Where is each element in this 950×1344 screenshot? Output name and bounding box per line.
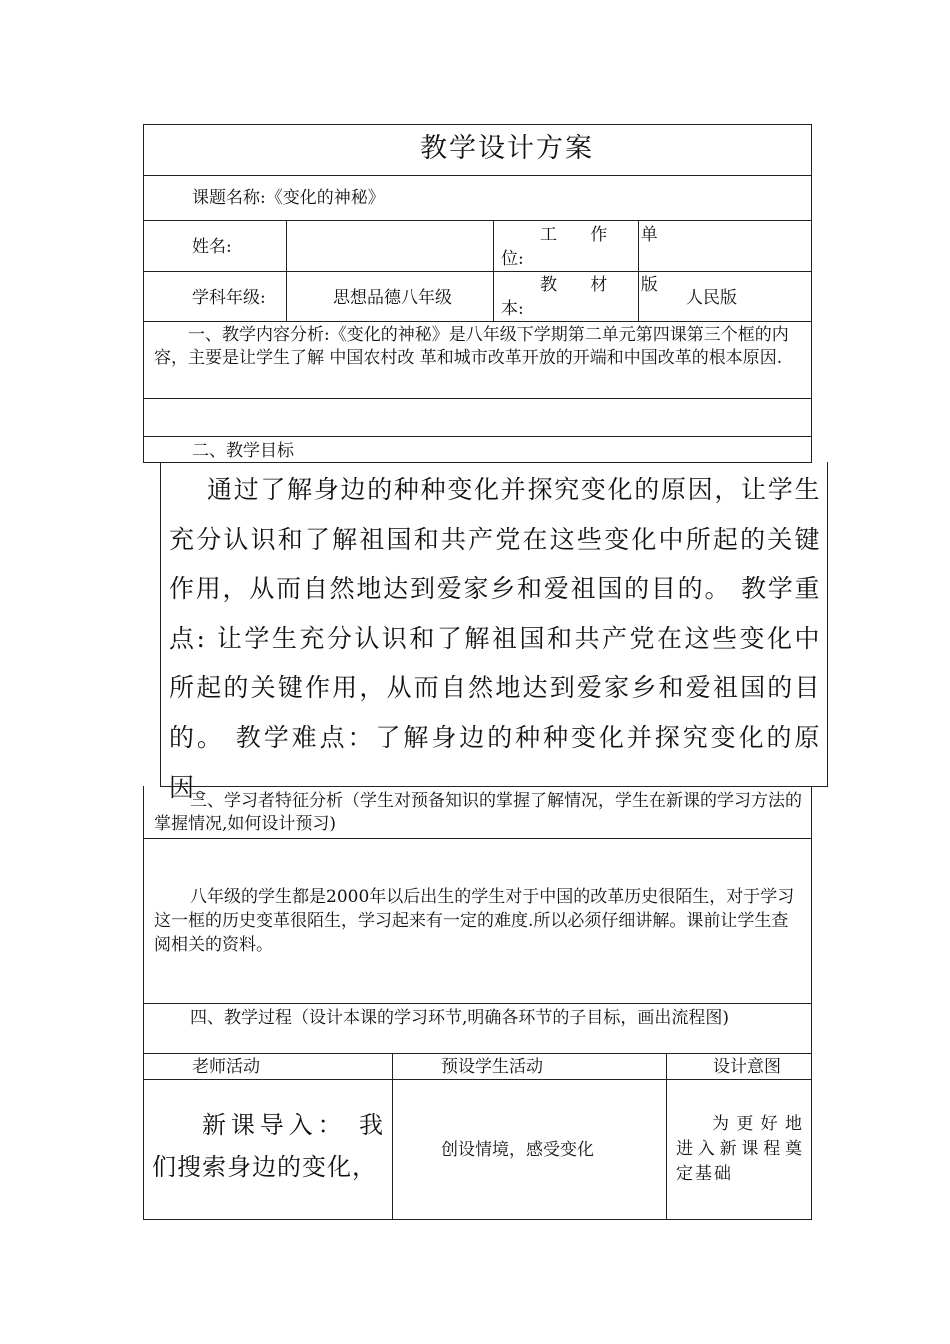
textbook-value: 人民版 — [686, 288, 737, 308]
section-learner-heading: 三、学习者特征分析（学生对预备知识的掌握了解情况，学生在新课的学习方法的掌握情况,如何设计预习) — [154, 791, 802, 834]
col-header-student: 预设学生活动 — [441, 1057, 543, 1077]
section-content-analysis: 一、教学内容分析:《变化的神秘》是八年级下学期第二单元第四课第三个框的内容，主要是让学生了解 中国农村改 革和城市改革开放的开端和中国改革的根本原因. — [154, 325, 789, 368]
textbook-label: 教 材 版 — [540, 275, 672, 295]
subject-label: 学科年级: — [192, 288, 266, 308]
page-title: 教学设计方案 — [420, 133, 594, 164]
section-process-heading: 四、教学过程（设计本课的学习环节,明确各环节的子目标，画出流程图) — [190, 1008, 730, 1028]
textbook-label-suffix: 本: — [501, 299, 524, 319]
table-cell-teacher: 新课导入： 我们搜索身边的变化， — [152, 1111, 384, 1181]
col-header-teacher: 老师活动 — [192, 1057, 260, 1077]
table-cell-student: 创设情境，感受变化 — [441, 1140, 594, 1160]
work-unit-label: 工 作 单 — [540, 225, 672, 245]
section-learner-body: 八年级的学生都是2000年以后出生的学生对于中国的改革历史很陌生，对于学习这一框的历史变革很陌生，学习起来有一定的难度.所以必须仔细讲解。课前让学生查阅相关的资料。 — [154, 887, 795, 955]
section-goals-heading: 二、教学目标 — [192, 441, 294, 461]
work-unit-label-suffix: 位: — [501, 249, 524, 269]
table-cell-intent: 为更好地进入新课程奠定基础 — [676, 1114, 804, 1184]
subject-value: 思想品德八年级 — [333, 288, 452, 308]
section-goals-body: 通过了解身边的种种变化并探究变化的原因，让学生充分认识和了解祖国和共产党在这些变化中所起的关键作用，从而自然地达到爱家乡和爱祖国的目的。 教学重点: 让学生充分认识和了解祖国和共产党在这些变化中所起的关键作用，从而自然地达到爱家乡和爱祖国的目的。 教学难点：了解身边的种种变化并探究变化的原因。 — [169, 475, 821, 802]
col-header-intent: 设计意图 — [713, 1057, 781, 1077]
name-label: 姓名: — [192, 237, 232, 257]
topic-label: 课题名称:《变化的神秘》 — [192, 188, 385, 208]
